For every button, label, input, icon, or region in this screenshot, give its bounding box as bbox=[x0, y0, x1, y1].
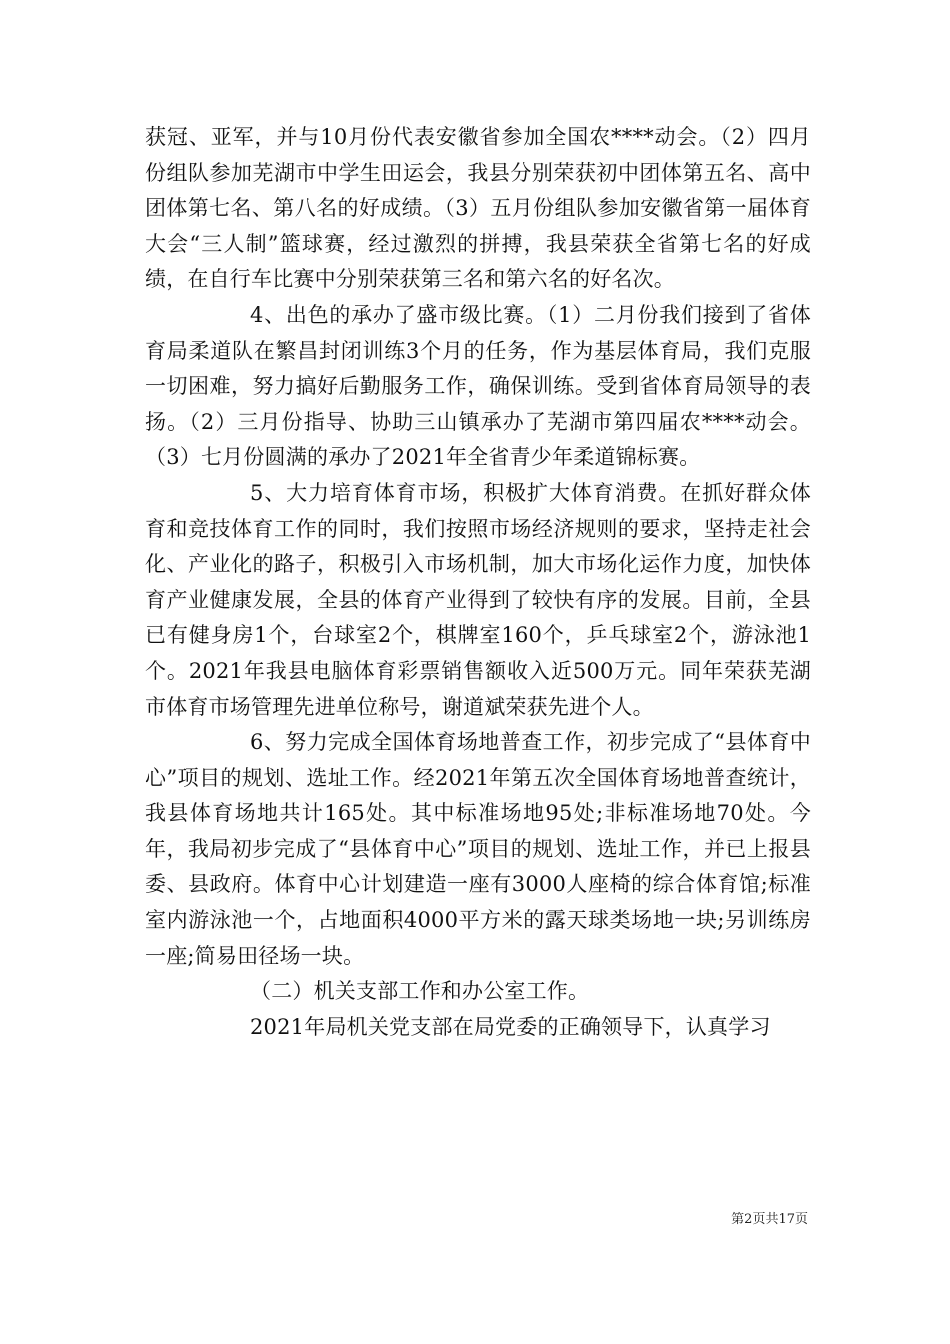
paragraph-party-branch: 2021年局机关党支部在局党委的正确领导下，认真学习 bbox=[250, 1014, 771, 1039]
document-body bbox=[145, 120, 811, 1045]
paragraph-item-6: 6、努力完成全国体育场地普查工作，初步完成了“县体育中心”项目的规划、选址工作。经2021年第五次全国体育场地普查统计，我县体育场地共计165处。其中标准场地95处;非标准场地70处。今年，我局初步完成了“县体育中心”项目的规划、选址工作，并已上报县委、县政府。体育中心计划建造一座有3000人座椅的综合体育馆;标准室内游泳池一个，占地面积4000平方米的露天球类场地一块;另训练房一座;简易田径场一块。 bbox=[145, 730, 811, 968]
page-number: 第2页共17页 bbox=[731, 1212, 808, 1227]
paragraph-continuation: 获冠、亚军，并与10月份代表安徽省参加全国农****动会。（2）四月份组队参加芜湖市中学生田运会，我县分别荣获初中团体第五名、高中团体第七名、第八名的好成绩。（3）五月份组队参加安徽省第一届体育大会“三人制”篮球赛，经过激烈的拼搏，我县荣获全省第七名的好成绩，在自行车比赛中分别荣获第三名和第六名的好名次。 bbox=[145, 125, 811, 292]
paragraph-item-4: 4、出色的承办了盛市级比赛。（1）二月份我们接到了省体育局柔道队在繁昌封闭训练3个月的任务，作为基层体育局，我们克服一切困难，努力搞好后勤服务工作，确保训练。受到省体育局领导的表扬。（2）三月份指导、协助三山镇承办了芜湖市第四届农****动会。（3）七月份圆满的承办了2021年全省青少年柔道锦标赛。 bbox=[145, 302, 811, 470]
paragraph-item-5: 5、大力培育体育市场，积极扩大体育消费。在抓好群众体育和竞技体育工作的同时，我们按照市场经济规则的要求，坚持走社会化、产业化的路子，积极引入市场机制，加大市场化运作力度，加快体育产业健康发展，全县的体育产业得到了较快有序的发展。目前，全县已有健身房1个，台球室2个，棋牌室160个，乒乓球室2个，游泳池1个。2021年我县电脑体育彩票销售额收入近500万元。同年荣获芜湖市体育市场管理先进单位称号，谢道斌荣获先进个人。 bbox=[145, 480, 811, 719]
section-heading: （二）机关支部工作和办公室工作。 bbox=[250, 979, 590, 1004]
